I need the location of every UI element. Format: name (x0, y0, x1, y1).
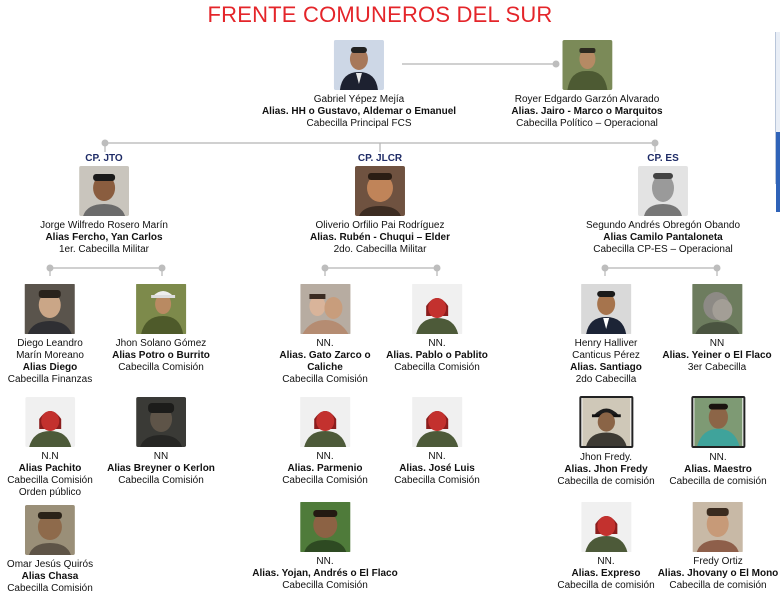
person-photo (25, 397, 75, 447)
node-joseluis (394, 397, 480, 487)
person-alias: Alias. Parmenio (287, 463, 363, 474)
person-photo (562, 40, 612, 90)
person-role: Cabecilla Comisión (118, 362, 204, 373)
node-jhon (112, 284, 210, 374)
node-parmenio (282, 397, 368, 487)
person-alias: Alias Camilo Pantaloneta (603, 232, 723, 243)
group-label-es: CP. ES (647, 153, 679, 164)
person-name: Segundo Andrés Obregón Obando (585, 220, 741, 231)
person-photo (25, 505, 75, 555)
node-pachito (7, 397, 93, 499)
person-alias: Alias. Jhon Fredy (564, 464, 648, 475)
person-role: Cabecilla Principal FCS (306, 118, 412, 129)
person-photo (579, 396, 633, 448)
person-role-line2: Orden público (18, 487, 82, 498)
node-diego (8, 284, 93, 386)
person-alias: Alias. Yojan, Andrés o El Flaco (252, 568, 398, 579)
node-royer (511, 40, 662, 130)
group-label-jto: CP. JTO (85, 153, 123, 164)
node-breyner (107, 397, 215, 487)
person-role: Cabecilla Político – Operacional (516, 118, 658, 129)
person-name: NN. (428, 451, 446, 462)
person-name: NN. (709, 452, 727, 463)
edge-strip (775, 32, 780, 184)
person-photo (691, 396, 745, 448)
person-name: Fredy Ortiz (693, 556, 743, 567)
person-photo (79, 166, 129, 216)
person-alias: Alias. Jhovany o El Mono (657, 568, 779, 579)
person-alias: Alias. Gato Zarco o (279, 350, 371, 361)
group-label-jlcr: CP. JLCR (357, 153, 403, 164)
person-alias: Alias. HH o Gustavo, Aldemar o Emanuel (261, 106, 457, 117)
node-oliverio (310, 166, 450, 256)
person-photo (355, 166, 405, 216)
person-alias: Alias Potro o Burrito (112, 350, 210, 361)
person-role: Cabecilla Comisión (7, 583, 93, 594)
person-alias: Alias Breyner o Kerlon (107, 463, 215, 474)
person-alias: Alias. José Luis (399, 463, 475, 474)
person-photo (411, 284, 463, 334)
person-photo (638, 166, 688, 216)
node-pablo (386, 284, 488, 374)
person-alias: Alias. Yeiner o El Flaco (662, 350, 772, 361)
person-name: Diego Leandro (17, 338, 83, 349)
person-role: 3er Cabecilla (687, 362, 747, 373)
person-photo (136, 397, 186, 447)
person-alias: Alias. Pablo o Pablito (386, 350, 488, 361)
person-photo (299, 397, 351, 447)
person-alias: Alias Pachito (18, 463, 82, 474)
person-name: NN (153, 451, 169, 462)
person-name: NN. (316, 338, 334, 349)
node-henry (570, 284, 642, 386)
node-maestro (669, 396, 766, 488)
person-role: 1er. Cabecilla Militar (58, 244, 150, 255)
person-role: Cabecilla Comisión (394, 362, 480, 373)
person-name-line2: Marín Moreano (16, 350, 84, 361)
person-name: N.N (41, 451, 59, 462)
person-alias: Alias Diego (22, 362, 78, 373)
person-photo (334, 40, 384, 90)
person-name: Jorge Wilfredo Rosero Marín (40, 220, 168, 231)
person-role: Cabecilla Finanzas (7, 374, 93, 385)
person-name: Jhon Fredy. (579, 452, 633, 463)
person-alias: Alias Fercho, Yan Carlos (45, 232, 163, 243)
person-photo (24, 284, 76, 334)
person-alias-line2: Caliche (307, 362, 343, 373)
node-fredy (658, 502, 779, 592)
chart-title: FRENTE COMUNEROS DEL SUR (207, 2, 553, 27)
person-alias: Alias. Rubén - Chuqui – Elder (309, 232, 451, 243)
node-expreso (557, 502, 654, 592)
node-gabriel (262, 40, 456, 130)
node-jorge (40, 166, 168, 256)
node-segundo (586, 166, 740, 256)
person-role: Cabecilla Comisión (118, 475, 204, 486)
person-name: Royer Edgardo Garzón Alvarado (514, 94, 660, 105)
person-photo (135, 284, 187, 334)
person-name: NN. (316, 451, 334, 462)
person-name: Jhon Solano Gómez (115, 338, 207, 349)
person-role: Cabecilla Comisión (282, 580, 368, 591)
person-name: NN (709, 338, 725, 349)
person-name: Omar Jesús Quirós (6, 559, 94, 570)
person-role: 2do. Cabecilla Militar (333, 244, 427, 255)
person-name: NN. (597, 556, 615, 567)
person-role: 2do Cabecilla (575, 374, 637, 385)
person-alias: Alias. Maestro (684, 464, 752, 475)
person-name: NN. (428, 338, 446, 349)
person-photo (691, 284, 743, 334)
person-name: Gabriel Yépez Mejía (313, 94, 405, 105)
person-role: Cabecilla CP-ES – Operacional (593, 244, 733, 255)
person-role: Cabecilla de comisión (669, 580, 767, 591)
person-name: Henry Halliver (574, 338, 638, 349)
person-alias: Alias. Jairo - Marco o Marquitos (511, 106, 663, 117)
person-photo (299, 502, 351, 552)
person-photo (411, 397, 463, 447)
person-name: NN. (316, 556, 334, 567)
person-photo (580, 284, 632, 334)
person-role: Cabecilla de comisión (557, 476, 655, 487)
person-role: Cabecilla de comisión (669, 476, 767, 487)
person-role: Cabecilla Comisión (7, 475, 93, 486)
person-photo (580, 502, 632, 552)
person-role: Cabecilla Comisión (394, 475, 480, 486)
person-photo (299, 284, 351, 334)
person-role: Cabecilla de comisión (557, 580, 655, 591)
node-gato (279, 284, 370, 386)
node-yeiner (662, 284, 771, 374)
person-photo (692, 502, 744, 552)
person-role: Cabecilla Comisión (282, 475, 368, 486)
person-name-line2: Canticus Pérez (572, 350, 640, 361)
person-alias: Alias Chasa (21, 571, 79, 582)
node-omar (7, 505, 93, 595)
person-role: Cabecilla Comisión (282, 374, 368, 385)
node-yojan (252, 502, 397, 592)
person-alias: Alias. Expreso (571, 568, 641, 579)
person-name: Oliverio Orfilio Pai Rodríguez (315, 220, 445, 231)
node-jhonfredy (557, 396, 654, 488)
person-alias: Alias. Santiago (570, 362, 642, 373)
